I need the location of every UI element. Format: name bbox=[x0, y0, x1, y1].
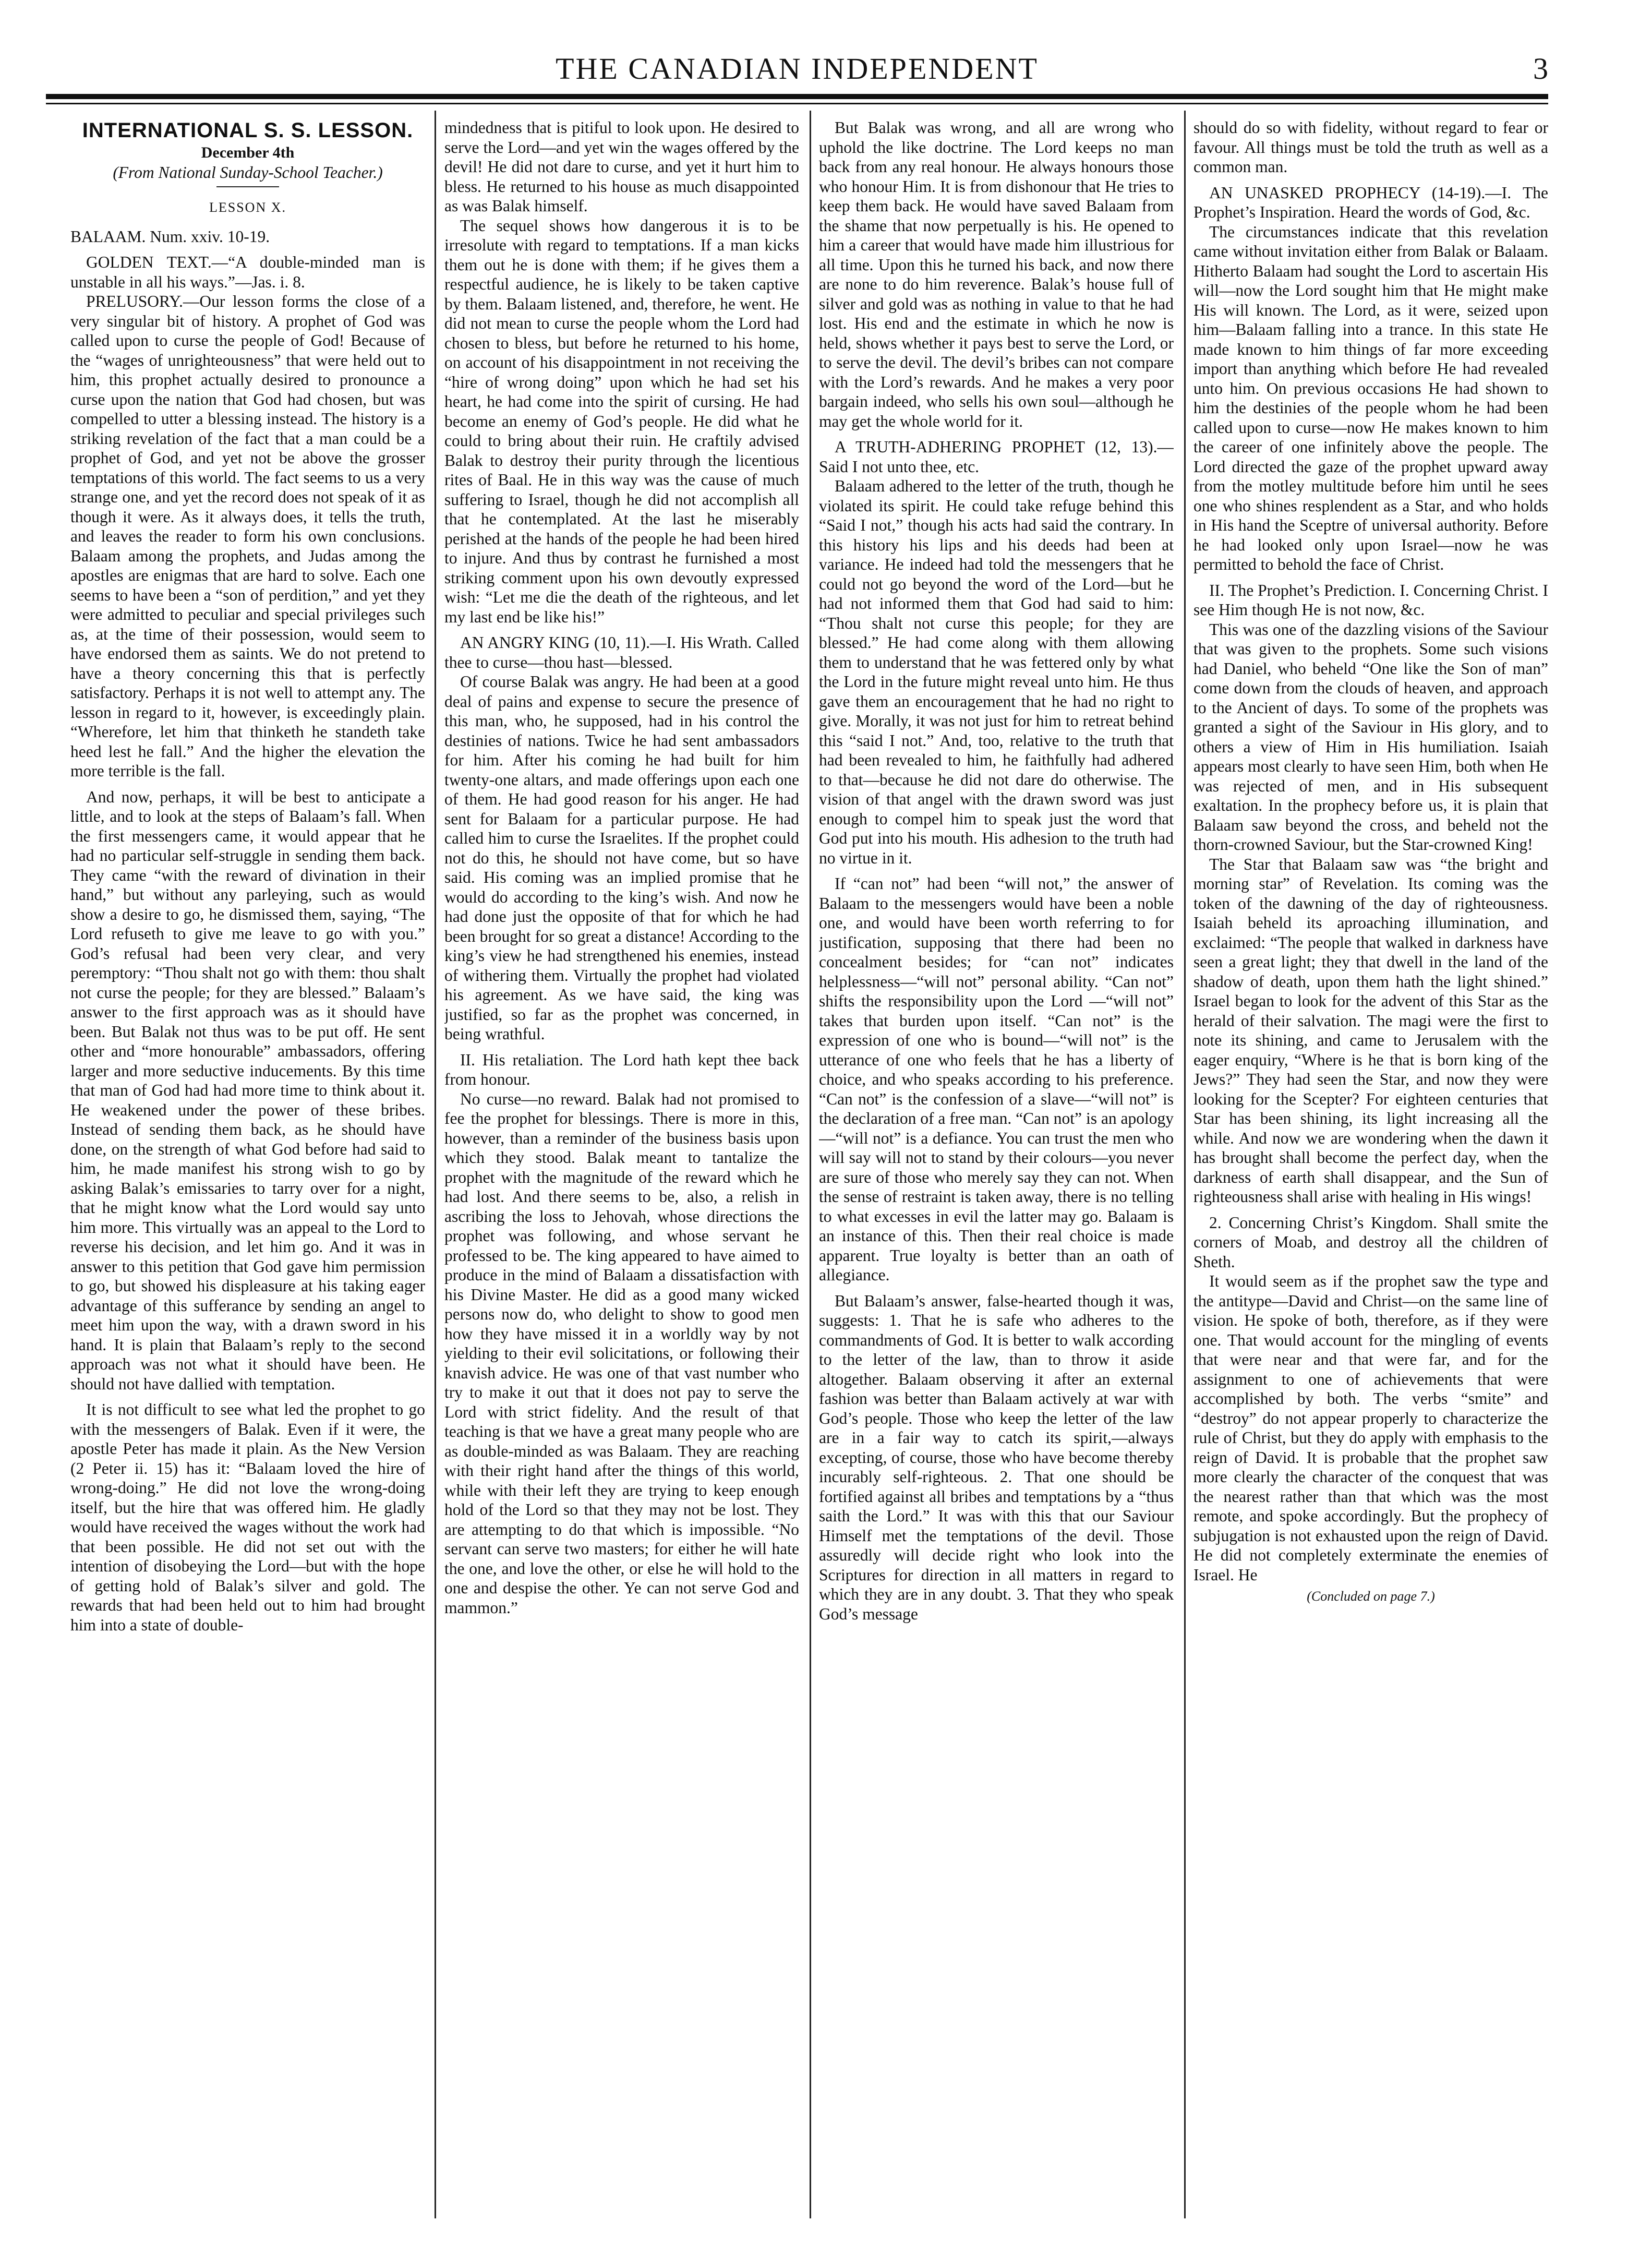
section-heading: AN UNASKED PROPHECY (14-19).—I. The Prophet’s Inspiration. Heard the words of God, &c. bbox=[1193, 183, 1548, 221]
header-rule-thin bbox=[46, 103, 1548, 104]
article-column-2 bbox=[444, 118, 799, 2236]
continuation-note: (Concluded on page 7.) bbox=[1307, 1589, 1435, 1604]
paragraph: If “can not” had been “will not,” the answer of Balaam to the messengers would have been a noble one, and would have been worth referring to for justification, supposing that there had been no concealment besides; for “can not” indicates helplessness—“will not” personal ability. “Can not” shifts the responsibility upon the Lord —“will not” takes that burden upon itself. “Can not” is the expression of one who is bound—“will not” is the utterance of one who feels that he has a liberty of choice, and who speaks according to his preference. “Can not” is the confession of a slave—“will not” is the declaration of a free man. “Can not” is an apology—“will not” is a defiance. You can trust the men who will say will not to stand by their colours—you never are sure of those who merely say they can not. When the sense of restraint is taken away, there is no telling to what excesses in evil the latter may go. Balaam is an instance of this. Then their real choice is made apparent. True loyalty is better than an oath of allegiance. bbox=[819, 874, 1174, 1284]
column-divider bbox=[810, 111, 811, 2218]
lesson-subject bbox=[70, 227, 425, 247]
column-divider bbox=[435, 111, 436, 2218]
section-heading: 2. Concerning Christ’s Kingdom. Shall smite the corners of Moab, and destroy all the children of Sheth. bbox=[1193, 1213, 1548, 1271]
section-heading: II. His retaliation. The Lord hath kept thee back from honour. bbox=[444, 1050, 799, 1088]
paragraph: mindedness that is pitiful to look upon. He desired to serve the Lord—and yet win the wages offered by the devil! He did not dare to curse, and yet it hurt him to bless. He returned to his house as much disappointed as was Balak himself. bbox=[444, 118, 799, 215]
subject-reference: Num. xxiv. 10-19. bbox=[150, 227, 270, 246]
paragraph: The sequel shows how dangerous it is to be irresolute with regard to temptations. If a man kicks them out he is done with them; if he gives them a respectful audience, he is likely to be taken captive by them. Balaam listened, and, therefore, he went. He did not mean to curse the people whom the Lord had chosen to bless, but before he returned to his home, on account of his disappointment in not receiving the “hire of wrong doing” upon which he had set his heart, he had come into the spirit of cursing. He had become an enemy of God’s people. He did what he could to bring about their ruin. He craftily advised Balak to destroy their purity through the licentious rites of Baal. He in this way was the cause of much suffering to Israel, though he did not accomplish all that he contemplated. At the last he miserably perished at the hands of the people he had been hired to injure. And thus by contrast he furnished a most striking comment upon his own devoutly expressed wish: “Let me die the death of the righteous, and let my last end be like his!” bbox=[444, 216, 799, 626]
paragraph: It would seem as if the prophet saw the type and the antitype—David and Christ—on the same line of vision. He spoke of both, therefore, as if they were one. That would account for the mingling of events that were near and that were far, and for the assignment to one of achievements that were accomplished by both. The verbs “smite” and “destroy” do not appear properly to characterize the rule of Christ, but they do apply with emphasis to the reign of David. It is probable that the prophet saw more clearly the character of the conquest that was the nearest rather than that which was the most remote, and spoke accordingly. But the prophecy of subjugation is not exhausted upon the reign of David. He did not completely exterminate the enemies of Israel. He bbox=[1193, 1272, 1548, 1584]
paragraph: GOLDEN TEXT.—“A double-minded man is unstable in all his ways.”—Jas. i. 8. bbox=[70, 253, 425, 291]
paragraph: This was one of the dazzling visions of the Saviour that was given to the prophets. Some such visions had Daniel, who beheld “One like the Son of man” come down from the clouds of heaven, and approach to the Ancient of days. To some of the prophets was granted a sight of the Saviour in His glory, and to others a view of Him in His humiliation. Isaiah appears most clearly to have seen Him, both when He was rejected of men, and in His subsequent exaltation. In the prophecy before us, it is plain that Balaam saw beyond the cross, and beheld not the thorn-crowned Saviour, but the Star-crowned King! bbox=[1193, 620, 1548, 854]
section-heading: AN ANGRY KING (10, 11).—I. His Wrath. Called thee to curse—thou hast—blessed. bbox=[444, 633, 799, 671]
column-divider bbox=[1184, 111, 1186, 2218]
paragraph: But Balak was wrong, and all are wrong who uphold the like doctrine. The Lord keeps no man back from any real honour. He always honours those who honour Him. It is from dishonour that He tries to keep them back. He would have saved Balaam from the shame that now perpetually is his. He opened to him a career that would have made him illustrious for all time. Upon this he turned his back, and now there are none to do him reverence. Balak’s house full of silver and gold was as nothing in value to that he had lost. His end and the estimate in which he now is held, shows whether it pays best to serve the Lord, or to serve the devil. The devil’s bribes can not compare with the Lord’s rewards. And he makes a very poor bargain indeed, who sells his own soul—although he may get the whole world for it. bbox=[819, 118, 1174, 430]
article-column-3 bbox=[819, 118, 1174, 2236]
subject-name: BALAAM. bbox=[70, 227, 146, 246]
heading-rule bbox=[216, 186, 279, 187]
article-column-1 bbox=[70, 118, 425, 2236]
article-column-4 bbox=[1193, 118, 1548, 2236]
page-number: 3 bbox=[1533, 52, 1548, 86]
section-heading: II. The Prophet’s Prediction. I. Concerning Christ. I see Him though He is not now, &c. bbox=[1193, 581, 1548, 619]
paragraph: Balaam adhered to the letter of the truth, though he violated its spirit. He could take refuge behind this “Said I not,” though his acts had said the contrary. In this history his lips and his deeds had been at variance. He indeed had told the messengers that he could not go beyond the word of the Lord—but he had not informed them that God had said to him: “Thou shalt not curse this people; for they are blessed.” He had come along with them allowing them to understand that he was fettered only by what the Lord in the future might reveal unto him. He thus gave them an encouragement that he had no right to give. Morally, it was not just for him to retreat behind this “said I not.” And, too, relative to the truth that had been revealed to him, he faithfully had adhered to that—because he did not dare do otherwise. The vision of that angel with the drawn sword was just enough to compel him to speak just the word that God put into his mouth. His adhesion to the truth had no virtue in it. bbox=[819, 477, 1174, 867]
paragraph: should do so with fidelity, without regard to fear or favour. All things must be told the truth as well as a common man. bbox=[1193, 118, 1548, 176]
lesson-heading: INTERNATIONAL S. S. LESSON. bbox=[82, 119, 414, 142]
paragraph: PRELUSORY.—Our lesson forms the close of a very singular bit of history. A prophet of God was called upon to curse the people of God! Because of the “wages of unrighteousness” that were held out to him, this prophet actually desired to pronounce a curse upon the nation that God had chosen, but was compelled to utter a blessing instead. The history is a striking revelation of the fact that a man could be a prophet of God, and yet not be above the grosser temptations of this world. The fact seems to us a very strange one, and yet the record does not speak of it as though it were. As it always does, it tells the truth, and leaves the reader to form his own conclusions. Balaam among the prophets, and Judas among the apostles are enigmas that are hard to solve. Each one seems to have been a “son of perdition,” and yet they were admitted to peculiar and special privileges such as, at the time of their possession, would seem to have endorsed them as saints. We do not pretend to have a theory concerning this that is perfectly satisfactory. Perhaps it is not well to attempt any. The lesson in regard to it, however, is exceedingly plain. “Wherefore, let him that thinketh he standeth take heed lest he fall.” And the higher the elevation the more terrible is the fall. bbox=[70, 292, 425, 780]
paragraph: No curse—no reward. Balak had not promised to fee the prophet for blessings. There is more in this, however, than a reminder of the business basis upon which they stood. Balak meant to tantalize the prophet with the magnitude of the reward which he had lost. And there seems to be, also, a relish in ascribing the loss to Jehovah, whose directions the prophet was following, and whose servant he professed to be. The king appeared to have aimed to produce in the mind of Balaam a dissatisfaction with his Divine Master. He did as a good many wicked persons now do, who delight to show to good men how they have missed it in a worldly way by not yielding to their evil solicitations, or following their knavish advice. He was one of that vast number who try to make it out that it does not pay to serve the Lord with strict fidelity. And the result of that teaching is that we have a great many people who are as double-minded as was Balaam. They are reaching with their right hand after the things of this world, while with their left they are trying to keep enough hold of the Lord so that they may not be lost. They are attempting to do that which is impossible. “No servant can serve two masters; for either he will hate the one, and love the other, or else he will hold to the one and despise the other. Ye can not serve God and mammon.” bbox=[444, 1089, 799, 1617]
newspaper-title: THE CANADIAN INDEPENDENT bbox=[556, 52, 1039, 86]
lesson-date: December 4th bbox=[201, 144, 295, 161]
lesson-source: (From National Sunday-School Teacher.) bbox=[113, 163, 383, 182]
lesson-number: LESSON X. bbox=[209, 200, 286, 215]
paragraph: It is not difficult to see what led the prophet to go with the messengers of Balak. Even if it were, the apostle Peter has made it plain. As the New Version (2 Peter ii. 15) has it: “Balaam loved the hire of wrong-doing.” He did not love the wrong-doing itself, but the hire that was offered him. He gladly would have received the wages without the work had that been possible. He did not set out with the intention of disobeying the Lord—but with the hope of getting hold of Balak’s silver and gold. The rewards that had been held out to him had brought him into a state of double- bbox=[70, 1400, 425, 1634]
header-rule-thick bbox=[46, 94, 1548, 99]
paragraph: And now, perhaps, it will be best to anticipate a little, and to look at the steps of Balaam’s fall. When the first messengers came, it would appear that he had no particular self-struggle in sending them back. They came “with the reward of divination in their hand,” but without any parleying, such as would show a desire to go, he dismissed them, saying, “The Lord refuseth to give me leave to go with you.” God’s refusal had been very clear, and very peremptory: “Thou shalt not go with them: thou shalt not curse the people; for they are blessed.” Balaam’s answer to the first approach was as it should have been. But Balak not thus was to be put off. He sent other and “more honourable” ambassadors, offering larger and more seductive inducements. By this time that man of God had had more time to think about it. He weakened under the power of these bribes. Instead of sending them back, as he should have done, on the strength of what God before had said to him, he made manifest his strong wish to go by asking Balak’s emissaries to tarry over for a night, that he might know what the Lord would say unto him more. This virtually was an appeal to the Lord to reverse his decision, and let him go. And it was in answer to this petition that God gave him permission to go, but showed his displeasure at his taking eager advantage of this sufferance by sending an angel to meet him upon the way, with a drawn sword in his hand. It is plain that Balaam’s reply to the second approach was not what it should have been. He should not have dallied with temptation. bbox=[70, 787, 425, 1393]
paragraph: Of course Balak was angry. He had been at a good deal of pains and expense to secure the presence of this man, who, he supposed, had in his control the destinies of nations. Twice he had sent ambassadors for him. After his coming he had built for him twenty-one altars, and made offerings upon each one of them. He had good reason for his anger. He had sent for Balaam for a particular purpose. He had called him to curse the Israelites. If the prophet could not do this, he should not have come, but so have said. His coming was an implied promise that he would do according to the king’s wish. And now he had done just the opposite of that for which he had been brought for so great a distance! According to the king’s view he had strengthened his enemies, instead of withering them. Virtually the prophet had violated his agreement. As we have said, the king was justified, so far as the prophet was concerned, in being wrathful. bbox=[444, 673, 799, 1043]
masthead bbox=[46, 48, 1548, 90]
paragraph: But Balaam’s answer, false-hearted though it was, suggests: 1. That he is safe who adheres to the commandments of God. It is better to walk according to the letter of the law, than to throw it aside altogether. Balaam observing it after an external fashion was better than Balaam actively at war with God’s people. Those who keep the letter of the law are in a fair way to catch its spirit,—always excepting, of course, those who have become thereby incurably self-righteous. 2. That one should be fortified against all bribes and temptations by a “thus saith the Lord.” It was with this that our Saviour Himself met the temptations of the devil. Those assuredly will decide right who look into the Scriptures for direction in all matters in regard to which they are in any doubt. 3. That they who speak God’s message bbox=[819, 1291, 1174, 1623]
paragraph: The Star that Balaam saw was “the bright and morning star” of Revelation. Its coming was the token of the dawning of the day of righteousness. Isaiah beheld its aproaching illumination, and exclaimed: “The people that walked in darkness have seen a great light; they that dwell in the land of the shadow of death, upon them hath the light shined.” Israel began to look for the advent of this Star as the herald of their salvation. The magi were the first to note its shining, and came to Jerusalem with the eager enquiry, “Where is he that is born king of the Jews?” They had seen the Star, and now they were looking for the Scepter? For eighteen centuries that Star has been shining, its light increasing all the while. And now we are wondering when the dawn it has brought shall become the perfect day, when the darkness of earth shall disappear, and the Sun of righteousness shall arise with healing in His wings! bbox=[1193, 855, 1548, 1206]
paragraph: The circumstances indicate that this revelation came without invitation either from Balak or Balaam. Hitherto Balaam had sought the Lord to ascertain His will—now the Lord sought him that He might make His will known. The Lord, as it were, seized upon him—Balaam falling into a trance. In this state He made known to him things of far more exceeding import than anything which before He had revealed unto him. On previous occasions He had shown to him the destinies of the people whom he had been called upon to curse—now He makes known to him the career of one infinitely above the people. The Lord directed the gaze of the prophet upward away from the motley multitude before him until he sees one who shines resplendent as a Star, and who holds in His hand the Sceptre of universal authority. Before he had looked only upon Israel—now he was permitted to behold the face of Christ. bbox=[1193, 222, 1548, 573]
section-heading: A TRUTH-ADHERING PROPHET (12, 13).—Said I not unto thee, etc. bbox=[819, 438, 1174, 476]
